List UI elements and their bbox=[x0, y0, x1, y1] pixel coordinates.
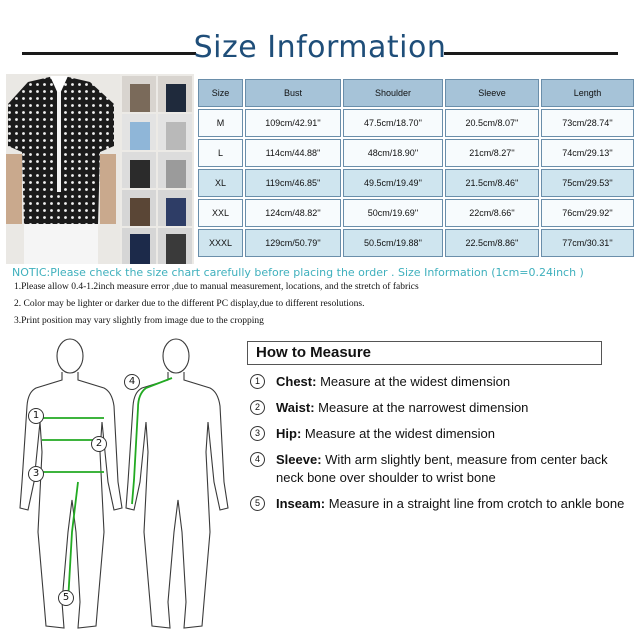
step-text: Measure at the widest dimension bbox=[316, 374, 511, 389]
header-cell-bust: Bust bbox=[245, 79, 341, 107]
step-label: Sleeve: bbox=[276, 452, 322, 467]
table-cell: XL bbox=[198, 169, 243, 197]
table-cell: 119cm/46.85'' bbox=[245, 169, 341, 197]
how-to-measure-heading: How to Measure bbox=[256, 344, 372, 361]
table-header-row bbox=[198, 79, 634, 107]
header-cell-sleeve: Sleeve bbox=[445, 79, 539, 107]
product-photo-collage bbox=[6, 74, 194, 264]
table-cell: L bbox=[198, 139, 243, 167]
note-measure-error: 1.Please allow 0.4-1.2inch measure error ,due to manual measurement, locations, and the stretch of fabrics bbox=[14, 282, 419, 292]
step-text: Measure in a straight line from crotch to ankle bone bbox=[325, 496, 625, 511]
step-label: Hip: bbox=[276, 426, 302, 441]
table-cell: 47.5cm/18.70'' bbox=[343, 109, 443, 137]
step-text: Measure at the widest dimension bbox=[301, 426, 495, 441]
table-cell: 74cm/29.13'' bbox=[541, 139, 634, 167]
table-cell: 75cm/29.53'' bbox=[541, 169, 634, 197]
table-cell: 109cm/42.91'' bbox=[245, 109, 341, 137]
step-text: Measure at the narrowest dimension bbox=[314, 400, 529, 415]
table-row bbox=[198, 109, 634, 137]
table-cell: 50.5cm/19.88'' bbox=[343, 229, 443, 257]
body-measurement-figures bbox=[0, 332, 240, 638]
table-cell: 73cm/28.74'' bbox=[541, 109, 634, 137]
marker-sleeve: 4 bbox=[124, 374, 140, 390]
table-cell: XXXL bbox=[198, 229, 243, 257]
step-label: Chest: bbox=[276, 374, 317, 389]
table-cell: 22cm/8.66'' bbox=[445, 199, 539, 227]
table-cell: 48cm/18.90'' bbox=[343, 139, 443, 167]
table-cell: 77cm/30.31'' bbox=[541, 229, 634, 257]
table-cell: 21cm/8.27'' bbox=[445, 139, 539, 167]
marker-hip: 3 bbox=[28, 466, 44, 482]
note-print-position: 3.Print position may vary slightly from image due to the cropping bbox=[14, 316, 264, 326]
marker-chest: 1 bbox=[28, 408, 44, 424]
table-row bbox=[198, 139, 634, 167]
size-notice: NOTIC:Please check the size chart carefully before placing the order . Size Information (1cm=0.24inch ) bbox=[12, 266, 584, 279]
table-cell: 22.5cm/8.86'' bbox=[445, 229, 539, 257]
table-row bbox=[198, 229, 634, 257]
step-number: 1 bbox=[250, 374, 265, 389]
step-number: 3 bbox=[250, 426, 265, 441]
table-cell: 49.5cm/19.49'' bbox=[343, 169, 443, 197]
marker-waist: 2 bbox=[91, 436, 107, 452]
step-hip bbox=[250, 425, 630, 445]
step-waist bbox=[250, 399, 630, 419]
size-chart-table bbox=[196, 77, 636, 259]
table-cell: 50cm/19.69'' bbox=[343, 199, 443, 227]
step-inseam bbox=[250, 495, 630, 533]
table-cell: 129cm/50.79'' bbox=[245, 229, 341, 257]
table-cell: 114cm/44.88'' bbox=[245, 139, 341, 167]
step-chest bbox=[250, 373, 630, 393]
table-row bbox=[198, 199, 634, 227]
header-cell-size: Size bbox=[198, 79, 243, 107]
note-color-difference: 2. Color may be lighter or darker due to the different PC display,due to different resolutions. bbox=[14, 299, 365, 309]
step-label: Inseam: bbox=[276, 496, 326, 511]
table-cell: XXL bbox=[198, 199, 243, 227]
table-cell: 124cm/48.82'' bbox=[245, 199, 341, 227]
page-title: Size Information bbox=[193, 30, 447, 65]
how-to-measure-heading-box bbox=[247, 341, 602, 365]
table-row bbox=[198, 169, 634, 197]
step-text: With arm slightly bent, measure from center back neck bone over shoulder to wrist bone bbox=[276, 452, 608, 485]
table-cell: 76cm/29.92'' bbox=[541, 199, 634, 227]
header-cell-shoulder: Shoulder bbox=[343, 79, 443, 107]
step-number: 5 bbox=[250, 496, 265, 511]
table-cell: M bbox=[198, 109, 243, 137]
step-number: 4 bbox=[250, 452, 265, 467]
marker-inseam: 5 bbox=[58, 590, 74, 606]
table-cell: 20.5cm/8.07'' bbox=[445, 109, 539, 137]
step-number: 2 bbox=[250, 400, 265, 415]
step-sleeve bbox=[250, 451, 630, 489]
table-cell: 21.5cm/8.46'' bbox=[445, 169, 539, 197]
step-label: Waist: bbox=[276, 400, 315, 415]
header-cell-length: Length bbox=[541, 79, 634, 107]
